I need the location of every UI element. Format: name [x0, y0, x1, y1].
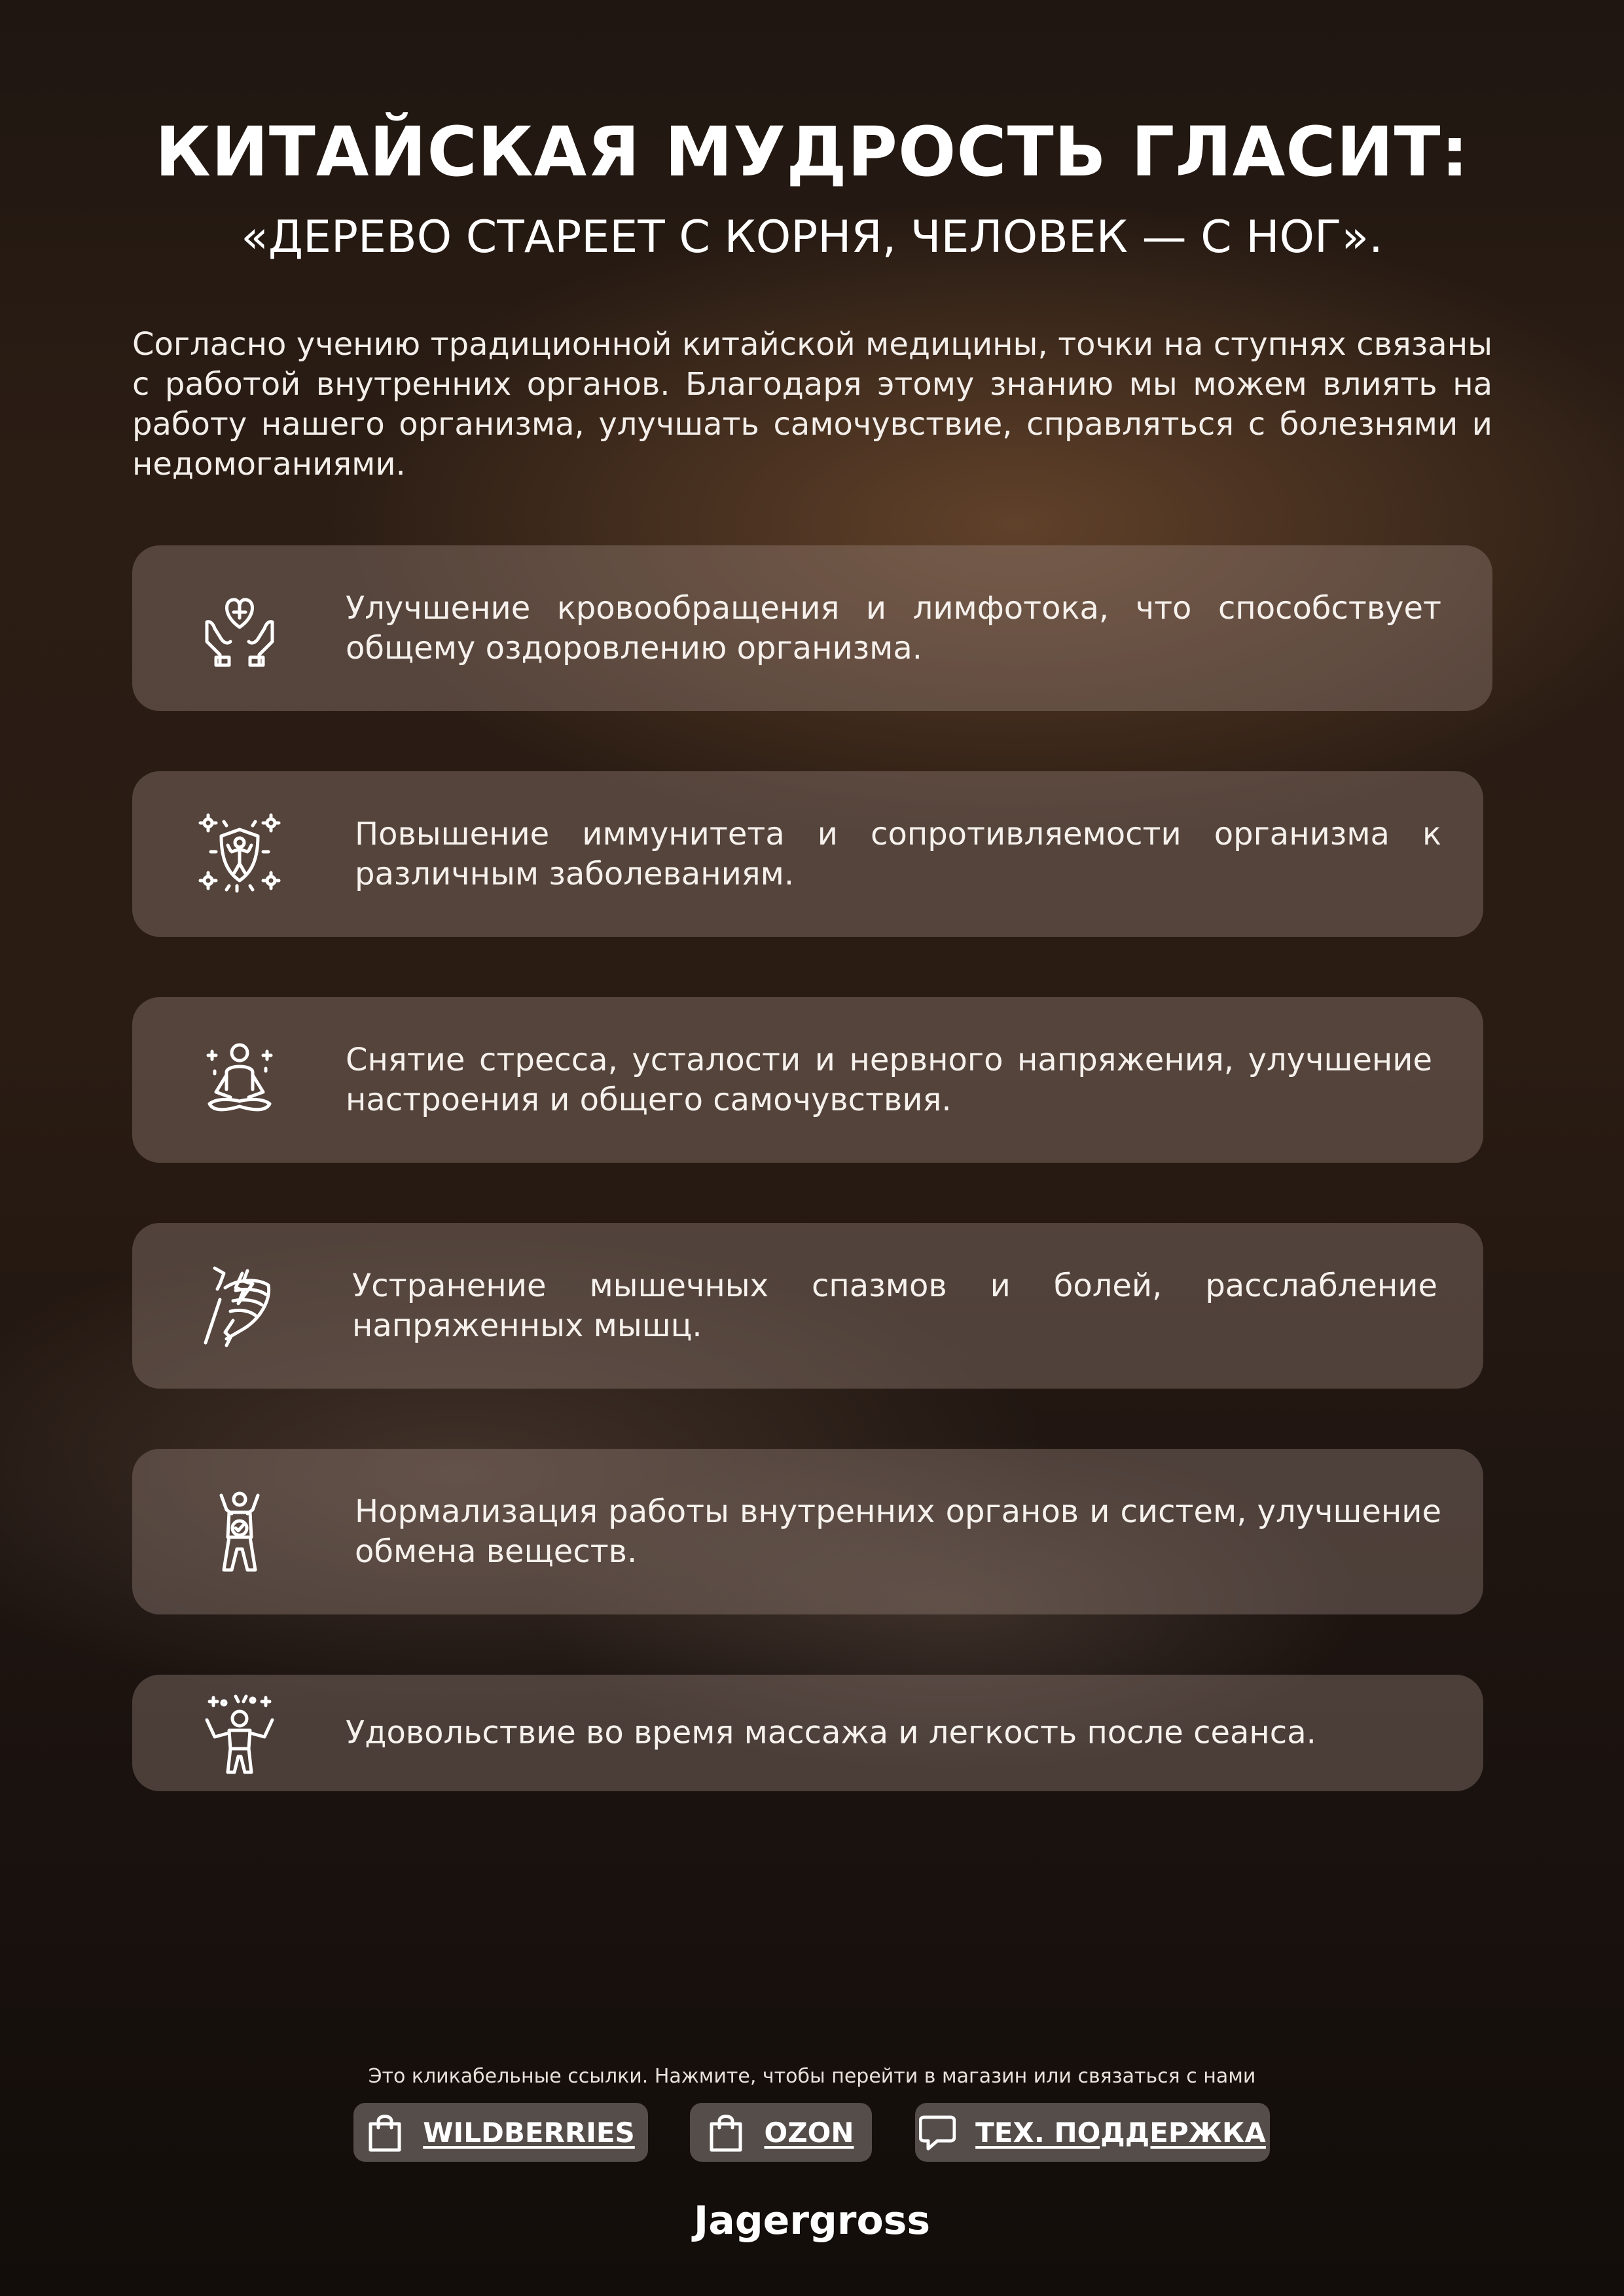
ozon-link-button[interactable]	[690, 2103, 872, 2162]
benefit-text: Улучшение кровообращения и лимфотока, что способствует общему оздоровлению организма.	[346, 589, 1441, 666]
brand-name: Jagergross	[693, 2198, 931, 2244]
meditation-icon	[198, 1038, 281, 1122]
chat-bubble-icon	[919, 2112, 956, 2153]
wildberries-link-button[interactable]	[353, 2103, 648, 2162]
benefit-card-muscles	[132, 1223, 1483, 1389]
benefit-text: Удовольствие во время массажа и легкость после сеанса.	[346, 1714, 1316, 1751]
benefit-text: Снятие стресса, усталости и нервного напряжения, улучшение настроения и общего самочувствия.	[346, 1041, 1432, 1118]
shopping-bag-icon	[367, 2112, 403, 2153]
support-link-label[interactable]: ТЕХ. ПОДДЕРЖКА	[975, 2116, 1266, 2149]
wildberries-link-label[interactable]: WILDBERRIES	[423, 2116, 635, 2149]
support-link-button[interactable]	[915, 2103, 1270, 2162]
muscle-pain-icon	[198, 1264, 281, 1348]
page-subtitle-quote: «ДЕРЕВО СТАРЕЕТ С КОРНЯ, ЧЕЛОВЕК — С НОГ».	[241, 211, 1383, 263]
benefit-card-circulation	[132, 545, 1492, 711]
heart-hands-icon	[198, 587, 281, 670]
benefit-text: Устранение мышечных спазмов и болей, расслабление напряженных мышц.	[352, 1267, 1437, 1344]
benefit-text: Повышение иммунитета и сопротивляемости организма к различным заболеваниям.	[355, 815, 1441, 892]
joy-person-icon	[198, 1691, 281, 1775]
benefit-card-stress	[132, 997, 1483, 1163]
benefit-card-organs	[132, 1449, 1483, 1614]
ozon-link-label[interactable]: OZON	[764, 2116, 854, 2149]
benefit-card-immunity	[132, 771, 1483, 937]
page-title: КИТАЙСКАЯ МУДРОСТЬ ГЛАСИТ:	[154, 112, 1470, 192]
healthy-body-icon	[198, 1490, 281, 1574]
intro-paragraph: Согласно учению традиционной китайской медицины, точки на ступнях связаны с работой внутренних органов. Благодаря этому знанию мы можем влиять на работу нашего организма, улучшать самочувствие, справляться с болезнями и недомоганиями.	[132, 326, 1492, 483]
benefit-text: Нормализация работы внутренних органов и систем, улучшение обмена веществ.	[355, 1493, 1441, 1570]
shopping-bag-icon	[708, 2112, 744, 2153]
links-note: Это кликабельные ссылки. Нажмите, чтобы перейти в магазин или связаться с нами	[368, 2065, 1256, 2088]
immunity-shield-icon	[198, 812, 281, 896]
benefit-card-pleasure	[132, 1675, 1483, 1791]
